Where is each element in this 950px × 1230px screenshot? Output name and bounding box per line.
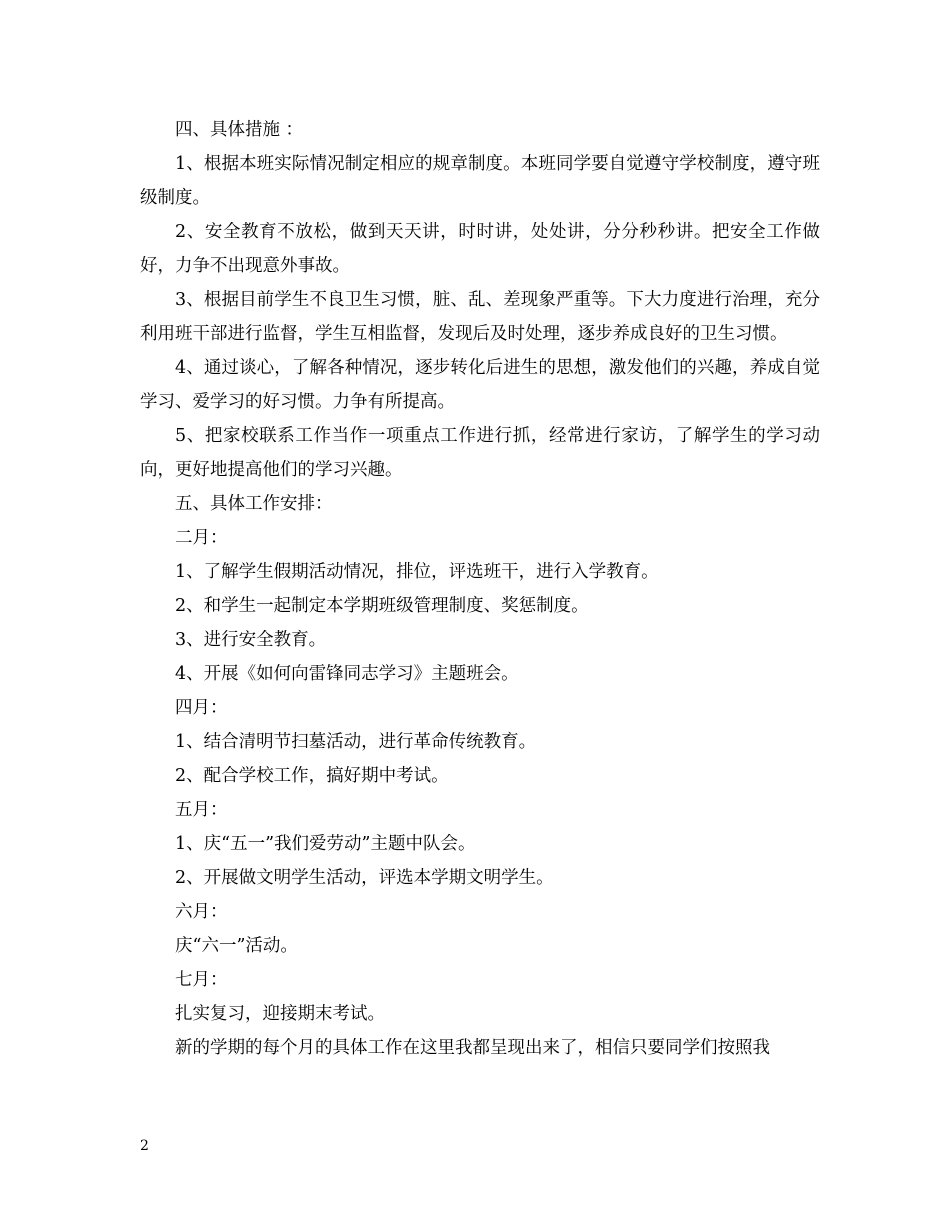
section-heading-measures: 四、具体措施 ： [175,120,304,140]
month-heading: 六月： [175,902,228,922]
paragraph: 2、安全教育不放松，做到天天讲，时时讲，处处讲，分分秒秒讲。把安全工作做好，力争不出现意外事故。 [140,222,820,276]
paragraph: 庆“六一”活动。 [175,936,298,956]
section-heading-schedule: 五、具体工作安排： [175,494,333,514]
paragraph: 2、和学生一起制定本学期班级管理制度、奖惩制度。 [175,596,589,616]
paragraph: 新的学期的每个月的具体工作在这里我都呈现出来了，相信只要同学们按照我 [175,1038,770,1058]
paragraph: 4、开展《如何向雷锋同志学习》主题班会。 [175,664,519,684]
paragraph: 1、根据本班实际情况制定相应的规章制度。本班同学要自觉遵守学校制度，遵守班级制度。 [140,154,820,208]
document-body [140,113,820,1065]
paragraph: 1、庆“五一”我们爱劳动”主题中队会。 [175,834,476,854]
month-heading: 四月： [175,698,228,718]
paragraph: 扎实复习，迎接期末考试。 [175,1004,385,1024]
paragraph: 4、通过谈心，了解各种情况，逐步转化后进生的思想，激发他们的兴趣，养成自觉学习、爱学习的好习惯。力争有所提高。 [140,358,820,412]
paragraph: 2、配合学校工作，搞好期中考试。 [175,766,449,786]
month-heading: 五月： [175,800,228,820]
month-heading: 七月： [175,970,228,990]
paragraph: 3、根据目前学生不良卫生习惯，脏、乱、差现象严重等。下大力度进行治理，充分利用班干部进行监督，学生互相监督，发现后及时处理，逐步养成良好的卫生习惯。 [140,290,820,344]
paragraph: 1、结合清明节扫墓活动，进行革命传统教育。 [175,732,537,752]
paragraph: 3、进行安全教育。 [175,630,327,650]
paragraph: 5、把家校联系工作当作一项重点工作进行抓，经常进行家访，了解学生的学习动向，更好地提高他们的学习兴趣。 [140,426,820,480]
paragraph: 2、开展做文明学生活动，评选本学期文明学生。 [175,868,554,888]
paragraph: 1、了解学生假期活动情况，排位，评选班干，进行入学教育。 [175,562,659,582]
page-number: 2 [140,1138,149,1154]
month-heading: 二月： [175,528,228,548]
